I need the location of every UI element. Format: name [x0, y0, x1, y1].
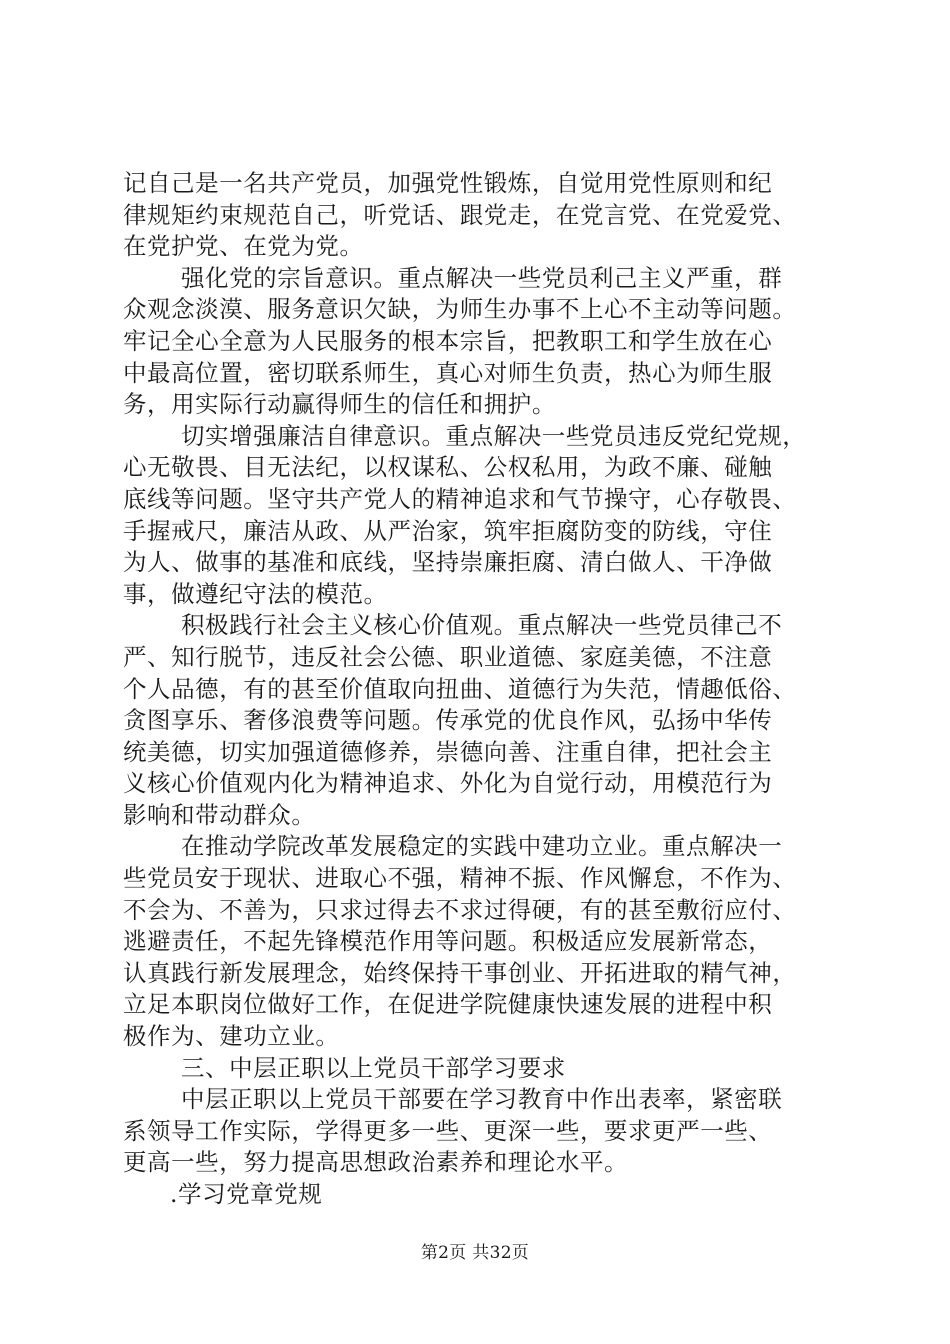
text-line: 中最高位置，密切联系师生，真心对师生负责，热心为师生服 — [123, 358, 773, 387]
text-line: 在推动学院改革发展稳定的实践中建功立业。重点解决一 — [181, 832, 783, 861]
text-line: 手握戒尺，廉洁从政、从严治家，筑牢拒腐防变的防线，守住 — [123, 516, 773, 545]
text-line: 牢记全心全意为人民服务的根本宗旨，把教职工和学生放在心 — [123, 326, 773, 355]
text-line: 心无敬畏、目无法纪，以权谋私、公权私用，为政不廉、碰触 — [123, 453, 773, 482]
text-line: 三、中层正职以上党员干部学习要求 — [181, 1053, 566, 1082]
text-line: 立足本职岗位做好工作，在促进学院健康快速发展的进程中积 — [123, 990, 773, 1019]
text-line: 强化党的宗旨意识。重点解决一些党员利己主义严重，群 — [181, 263, 783, 292]
text-line: 务，用实际行动赢得师生的信任和拥护。 — [123, 390, 556, 419]
text-line: 底线等问题。坚守共产党人的精神追求和气节操守，心存敬畏、 — [123, 484, 797, 513]
text-line: 些党员安于现状、进取心不强，精神不振、作风懈怠，不作为、 — [123, 864, 797, 893]
text-line: 系领导工作实际，学得更多一些、更深一些，要求更严一些、 — [123, 1116, 773, 1145]
text-line: 严、知行脱节，违反社会公德、职业道德、家庭美德，不注意 — [123, 642, 773, 671]
text-line: 积极践行社会主义核心价值观。重点解决一些党员律己不 — [181, 611, 783, 640]
text-line: 义核心价值观内化为精神追求、外化为自觉行动，用模范行为 — [123, 769, 773, 798]
text-line: 逃避责任，不起先锋模范作用等问题。积极适应发展新常态， — [123, 927, 773, 956]
text-line: 认真践行新发展理念，始终保持干事创业、开拓进取的精气神， — [123, 958, 797, 987]
text-line: 为人、做事的基准和底线，坚持崇廉拒腐、清白做人、干净做 — [123, 548, 773, 577]
text-line: 影响和带动群众。 — [123, 800, 316, 829]
text-line: 个人品德，有的甚至价值取向扭曲、道德行为失范，情趣低俗、 — [123, 674, 797, 703]
text-line: 切实增强廉洁自律意识。重点解决一些党员违反党纪党规， — [181, 421, 807, 450]
text-line: 在党护党、在党为党。 — [123, 232, 364, 261]
text-line: 中层正职以上党员干部要在学习教育中作出表率，紧密联 — [181, 1085, 783, 1114]
text-line: 统美德，切实加强道德修养，崇德向善、注重自律，把社会主 — [123, 737, 773, 766]
text-line: 更高一些，努力提高思想政治素养和理论水平。 — [123, 1148, 629, 1177]
text-line: 贪图享乐、奢侈浪费等问题。传承党的优良作风，弘扬中华传 — [123, 706, 773, 735]
text-line: 众观念淡漠、服务意识欠缺，为师生办事不上心不主动等问题。 — [123, 295, 797, 324]
text-line: 事，做遵纪守法的模范。 — [123, 579, 388, 608]
text-line: 不会为、不善为，只求过得去不求过得硬，有的甚至敷衍应付、 — [123, 895, 797, 924]
text-line: 律规矩约束规范自己，听党话、跟党走，在党言党、在党爱党、 — [123, 200, 797, 229]
page-footer: 第2页 共32页 — [420, 1243, 530, 1263]
text-line: 记自己是一名共产党员，加强党性锻炼，自觉用党性原则和纪 — [123, 169, 773, 197]
text-line: 极作为、建功立业。 — [123, 1022, 340, 1051]
text-line: .学习党章党规 — [170, 1180, 323, 1208]
document-body — [123, 168, 835, 1211]
